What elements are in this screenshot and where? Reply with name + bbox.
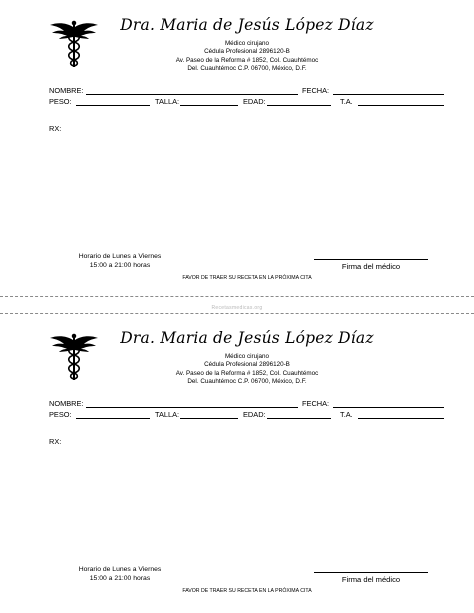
schedule-days: Horario de Lunes a Viernes — [78, 566, 162, 573]
appointment-note: FAVOR DE TRAER SU RECETA EN LA PRÓXIMA CITA — [182, 588, 312, 594]
signature-label: Firma del médico — [341, 575, 401, 584]
doctor-address-line2: Del. Cuauhtémoc C.P. 06700, México, D.F. — [187, 378, 307, 385]
schedule-days: Horario de Lunes a Viernes — [78, 253, 162, 260]
talla-label: TALLA: — [155, 410, 180, 419]
cut-line-top — [0, 296, 474, 297]
signature-label: Firma del médico — [341, 262, 401, 271]
ta-line — [358, 105, 444, 106]
rx-label: RX: — [49, 437, 62, 446]
ta-line — [358, 418, 444, 419]
talla-label: TALLA: — [155, 97, 180, 106]
fecha-line — [333, 407, 444, 408]
nombre-label: NOMBRE: — [49, 86, 84, 95]
edad-line — [267, 105, 331, 106]
edad-line — [267, 418, 331, 419]
caduceus-icon — [49, 333, 99, 381]
peso-line — [76, 418, 150, 419]
talla-line — [180, 418, 238, 419]
fecha-label: FECHA: — [302, 86, 330, 95]
doctor-address-line1: Av. Paseo de la Reforma # 1852, Col. Cuauhtémoc — [175, 57, 319, 64]
edad-label: EDAD: — [243, 97, 266, 106]
signature-line — [314, 259, 428, 260]
nombre-line — [86, 94, 298, 95]
doctor-license: Cédula Profesional 2896120-B — [204, 361, 290, 368]
prescription-sheet-top — [0, 0, 474, 300]
watermark: Recetasmedicas.org — [211, 305, 263, 311]
caduceus-icon — [49, 20, 99, 68]
schedule-hours: 15:00 a 21:00 horas — [89, 262, 151, 269]
peso-label: PESO: — [49, 410, 72, 419]
fecha-label: FECHA: — [302, 399, 330, 408]
cut-line-bottom — [0, 313, 474, 314]
doctor-address-line2: Del. Cuauhtémoc C.P. 06700, México, D.F. — [187, 65, 307, 72]
talla-line — [180, 105, 238, 106]
doctor-license: Cédula Profesional 2896120-B — [204, 48, 290, 55]
rx-label: RX: — [49, 124, 62, 133]
doctor-specialty: Médico cirujano — [224, 40, 270, 47]
fecha-line — [333, 94, 444, 95]
peso-label: PESO: — [49, 97, 72, 106]
nombre-label: NOMBRE: — [49, 399, 84, 408]
ta-label: T.A. — [340, 97, 353, 106]
doctor-name: Dra. Maria de Jesús López Díaz — [120, 329, 374, 347]
prescription-sheet-bottom — [0, 313, 474, 613]
appointment-note: FAVOR DE TRAER SU RECETA EN LA PRÓXIMA CITA — [182, 275, 312, 281]
nombre-line — [86, 407, 298, 408]
doctor-address-line1: Av. Paseo de la Reforma # 1852, Col. Cuauhtémoc — [175, 370, 319, 377]
doctor-specialty: Médico cirujano — [224, 353, 270, 360]
edad-label: EDAD: — [243, 410, 266, 419]
ta-label: T.A. — [340, 410, 353, 419]
schedule-hours: 15:00 a 21:00 horas — [89, 575, 151, 582]
peso-line — [76, 105, 150, 106]
signature-line — [314, 572, 428, 573]
doctor-name: Dra. Maria de Jesús López Díaz — [120, 16, 374, 34]
